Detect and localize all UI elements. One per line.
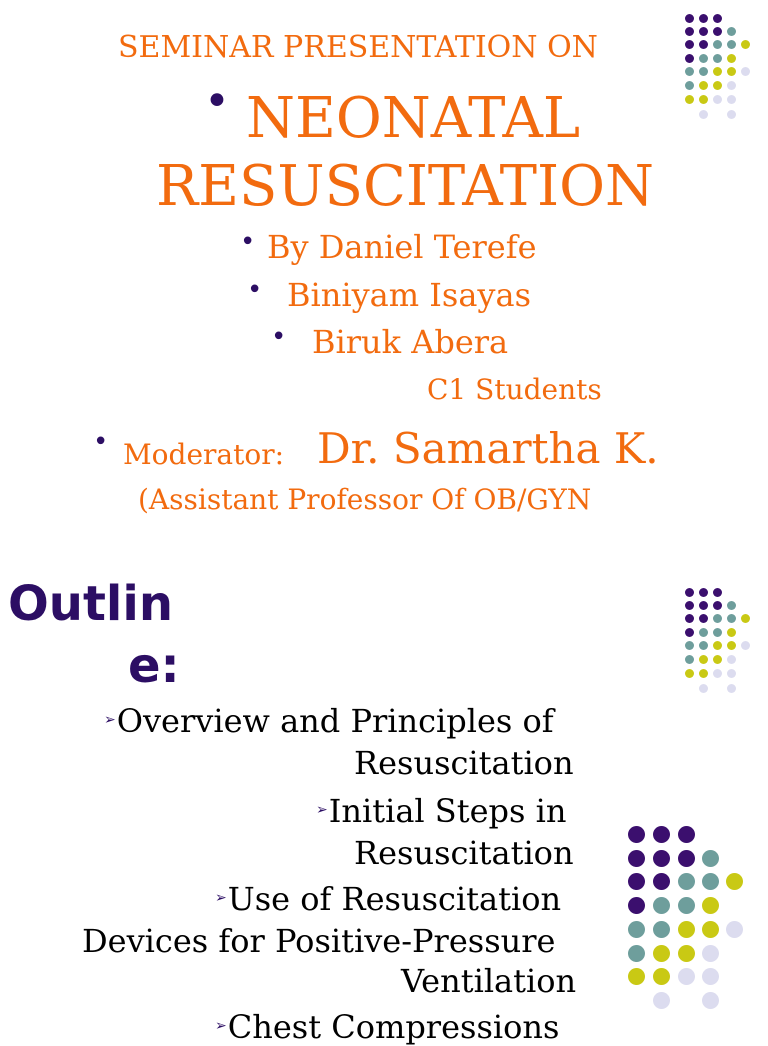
outline-item-1-text: Overview and Principles of — [116, 702, 554, 740]
moderator-name: Dr. Samartha K. — [317, 424, 659, 473]
outline-item-1-line-1 — [104, 702, 554, 740]
title-bullet: • — [204, 76, 230, 127]
presenter-2-bullet: • — [247, 275, 263, 305]
outline-item-2-text: Initial Steps in — [328, 792, 567, 830]
outline-heading-line-2: e: — [128, 638, 180, 694]
arrow-bullet-icon: ➢ — [215, 890, 227, 906]
outline-heading-line-1: Outlin — [8, 576, 173, 632]
outline-item-2-line-1 — [316, 792, 566, 830]
seminar-heading: SEMINAR PRESENTATION ON — [118, 30, 598, 65]
presenter-2: Biniyam Isayas — [287, 276, 531, 314]
outline-item-4-line-1 — [215, 1008, 559, 1046]
class-note: C1 Students — [427, 373, 602, 406]
title-line-2: RESUSCITATION — [156, 154, 654, 219]
arrow-bullet-icon: ➢ — [316, 802, 328, 818]
outline-item-3-line-3: Ventilation — [401, 962, 577, 1000]
outline-item-4-text: Chest Compressions — [227, 1008, 560, 1046]
decorative-dot-grid — [685, 588, 755, 698]
outline-item-1-line-2: Resuscitation — [354, 744, 574, 782]
presenter-1-bullet: • — [240, 227, 256, 257]
outline-slide — [0, 548, 768, 1046]
outline-item-3-text: Use of Resuscitation — [227, 880, 562, 918]
presenter-3-bullet: • — [271, 322, 287, 352]
decorative-dot-grid-large — [628, 826, 748, 1016]
title-line-1: NEONATAL — [246, 86, 581, 151]
presenter-1: By Daniel Terefe — [267, 228, 537, 266]
arrow-bullet-icon: ➢ — [104, 712, 116, 728]
presenter-3: Biruk Abera — [312, 323, 509, 361]
decorative-dot-grid — [685, 14, 755, 122]
outline-item-3-line-1 — [215, 880, 561, 918]
moderator-bullet: • — [93, 427, 109, 457]
moderator-title: (Assistant Professor Of OB/GYN — [138, 483, 592, 516]
outline-item-3-line-2: Devices for Positive-Pressure — [82, 922, 556, 960]
arrow-bullet-icon: ➢ — [215, 1018, 227, 1034]
moderator-label: Moderator: — [123, 438, 285, 471]
outline-item-2-line-2: Resuscitation — [354, 834, 574, 872]
